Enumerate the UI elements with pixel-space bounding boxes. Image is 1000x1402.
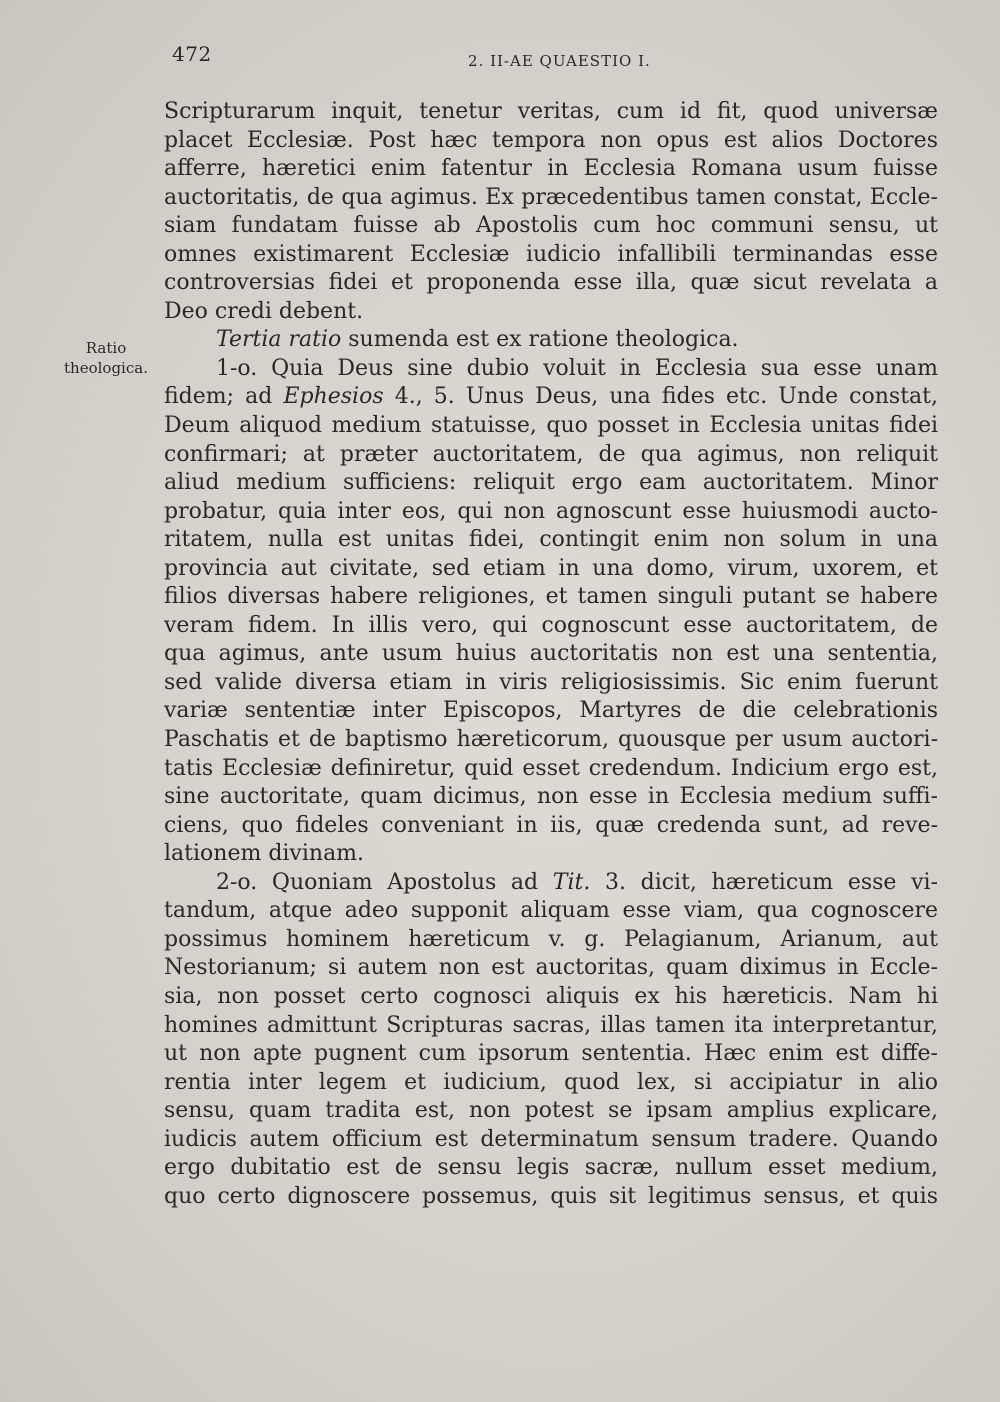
text-line: placet Ecclesiæ. Post hæc tempora non opus est alios Doctores — [164, 127, 938, 153]
text-line: tandum, atque adeo supponit aliquam esse viam, qua cognoscere — [164, 898, 938, 924]
text-segment: sumenda est ex ratione theologica. — [341, 327, 739, 353]
italic-text: Tit. — [552, 869, 591, 895]
text-line: sensu, quam tradita est, non potest se ipsam amplius explicare, — [164, 1098, 938, 1124]
text-line: ciens, quo fideles conveniant in iis, quæ credenda sunt, ad reve- — [164, 812, 938, 838]
text-segment: 4., 5. Unus Deus, una fides etc. Unde constat, — [383, 384, 938, 410]
page-number: 472 — [172, 42, 212, 66]
italic-text: Tertia ratio — [216, 327, 342, 353]
italic-text: Ephesios — [283, 384, 384, 410]
text-line: filios diversas habere religiones, et tamen singuli putant se habere — [164, 584, 938, 610]
text-line: ergo dubitatio est de sensu legis sacræ, nullum esset medium, — [164, 1155, 938, 1181]
margin-note — [56, 338, 156, 378]
text-line: ritatem, nulla est unitas fidei, contingit enim non solum in una — [164, 527, 938, 553]
text-line: qua agimus, ante usum huius auctoritatis non est una sententia, — [164, 641, 938, 667]
text-line: ut non apte pugnent cum ipsorum sententia. Hæc enim est diffe- — [164, 1041, 938, 1067]
text-line: aliud medium sufficiens: reliquit ergo eam auctoritatem. Minor — [164, 470, 938, 496]
text-line: auctoritatis, de qua agimus. Ex præcedentibus tamen constat, Eccle- — [164, 184, 938, 210]
text-line: Paschatis et de baptismo hæreticorum, quousque per usum auctori- — [164, 727, 938, 753]
text-line: lationem divinam. — [164, 841, 365, 867]
text-line: possimus hominem hæreticum v. g. Pelagianum, Arianum, aut — [164, 926, 938, 952]
text-line: variæ sententiæ inter Episcopos, Martyres de die celebrationis — [164, 698, 938, 724]
text-line: veram fidem. In illis vero, qui cognoscunt esse auctoritatem, de — [164, 612, 938, 638]
text-line: omnes existimarent Ecclesiæ iudicio infallibili terminandas esse — [164, 241, 938, 267]
body-text — [164, 98, 938, 1211]
text-line: iudicis autem officium est determinatum sensum tradere. Quando — [164, 1126, 938, 1152]
text-line: Deo credi debent. — [164, 298, 364, 324]
text-line: probatur, quia inter eos, qui non agnoscunt esse huiusmodi aucto- — [164, 498, 938, 524]
text-segment: 2-o. Quoniam Apostolus ad — [216, 869, 553, 895]
text-line: quo certo dignoscere possemus, quis sit legitimus sensus, et quis — [164, 1183, 938, 1209]
text-line: siam fundatam fuisse ab Apostolis cum hoc communi sensu, ut — [164, 213, 938, 239]
margin-note-line: theologica. — [64, 359, 148, 377]
text-line: provincia aut civitate, sed etiam in una domo, virum, uxorem, et — [164, 555, 938, 581]
text-line — [164, 869, 938, 898]
text-line: homines admittunt Scripturas sacras, illas tamen ita interpretantur, — [164, 1012, 938, 1038]
text-line: confirmari; at præter auctoritatem, de qua agimus, non reliquit — [164, 441, 938, 467]
text-line: Nestorianum; si autem non est auctoritas, quam diximus in Eccle- — [164, 955, 938, 981]
text-line: sia, non posset certo cognosci aliquis ex his hæreticis. Nam hi — [164, 983, 938, 1009]
text-line: sed valide diversa etiam in viris religiosissimis. Sic enim fuerunt — [164, 669, 938, 695]
text-line: sine auctoritate, quam dicimus, non esse in Ecclesia medium suffi- — [164, 784, 938, 810]
text-line — [164, 326, 938, 355]
text-line: tatis Ecclesiæ definiretur, quid esset credendum. Indicium ergo est, — [164, 755, 938, 781]
text-line: controversias fidei et proponenda esse illa, quæ sicut revelata a — [164, 270, 938, 296]
text-line: Scripturarum inquit, tenetur veritas, cum id fit, quod universæ — [164, 99, 938, 124]
text-line: rentia inter legem et iudicium, quod lex, si accipiatur in alio — [164, 1069, 938, 1095]
margin-note-line: Ratio — [85, 339, 127, 357]
running-head: 2. II-AE QUAESTIO I. — [468, 52, 651, 70]
text-segment: fidem; ad — [164, 384, 284, 410]
text-line — [164, 383, 938, 412]
text-line: afferre, hæretici enim fatentur in Ecclesia Romana usum fuisse — [164, 156, 938, 182]
text-line: Deum aliquod medium statuisse, quo posset in Ecclesia unitas fidei — [164, 413, 938, 439]
text-line: 1-o. Quia Deus sine dubio voluit in Ecclesia sua esse unam — [216, 355, 938, 381]
text-segment: 3. dicit, hæreticum esse vi- — [590, 869, 938, 895]
